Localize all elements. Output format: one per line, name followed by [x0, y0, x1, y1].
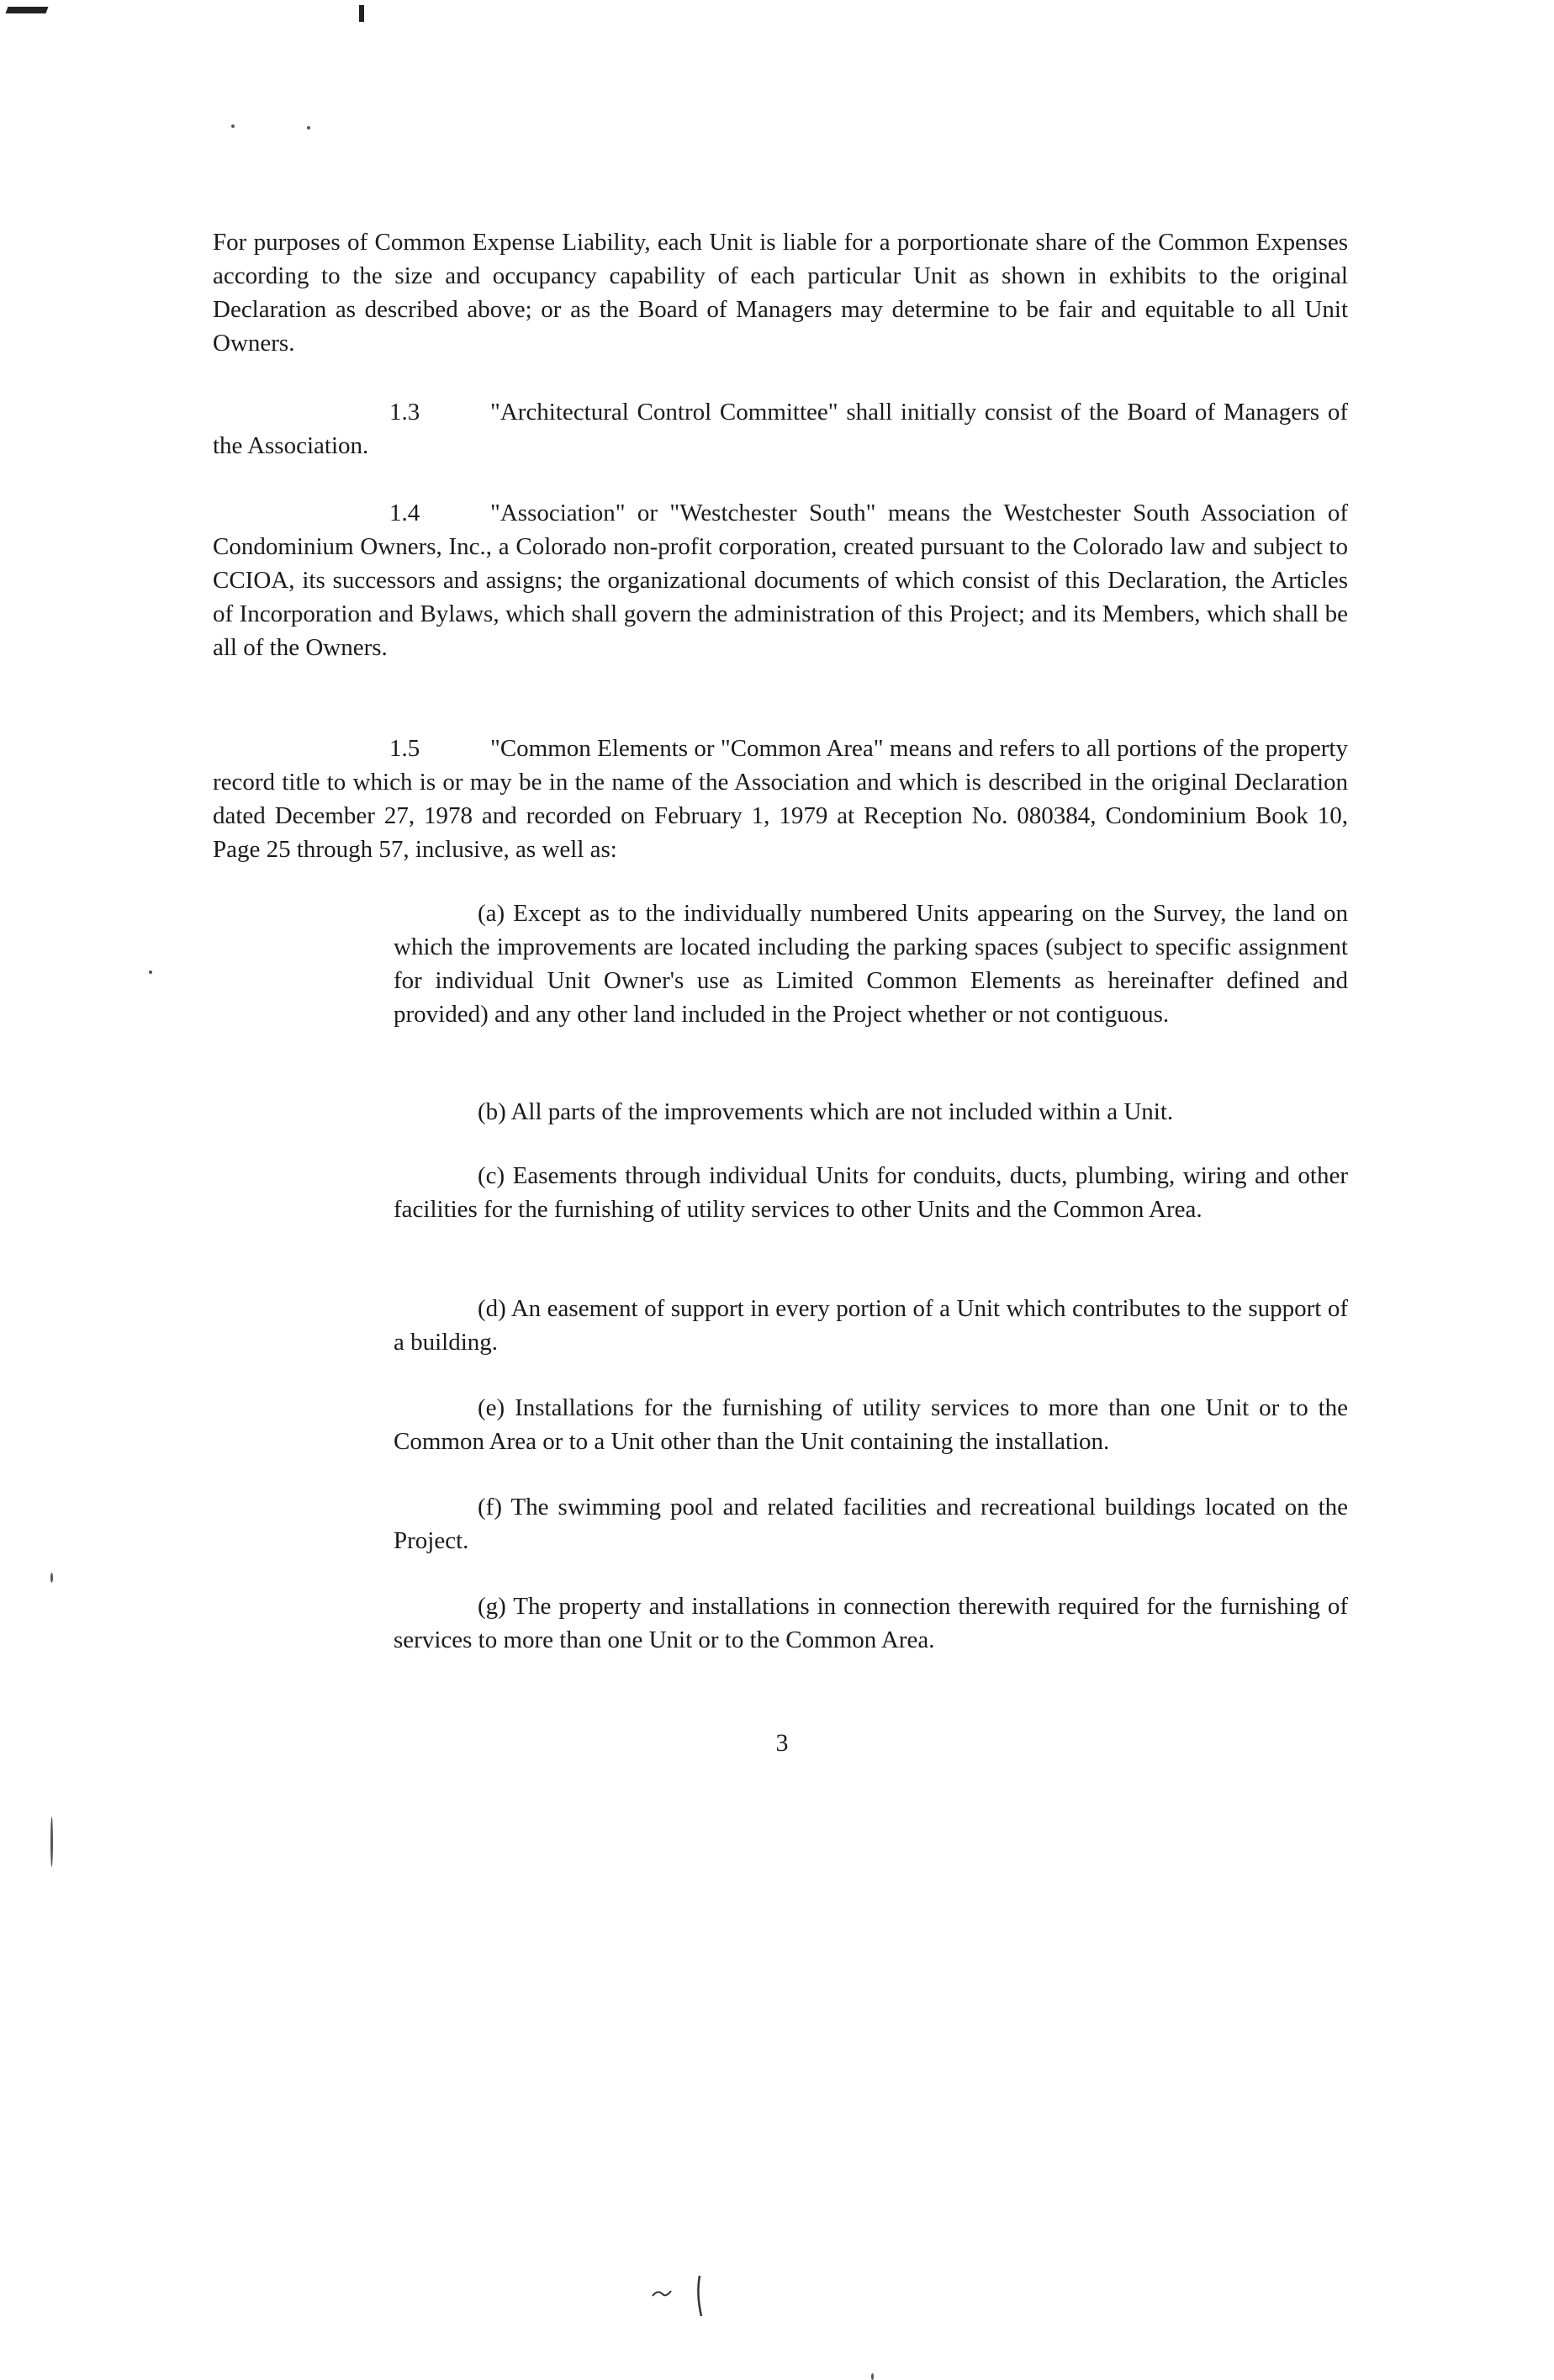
section-number: 1.4 [389, 500, 420, 526]
subitem-f [394, 1490, 1348, 1558]
subitem-label: (b) [478, 1098, 506, 1125]
scan-speck [231, 124, 235, 128]
scan-mark-top [359, 5, 364, 22]
subitem-c [394, 1159, 1348, 1226]
subitem-g [394, 1589, 1348, 1657]
section-text: "Common Elements or "Common Area" means and refers to all portions of the property record title to which is or may be in the name of the Association and which is described in the original Declaration dated December 27, 1978 and recorded on February 1, 1979 at Reception No. 080384, Condominium Book 10, Page 25 through 57, inclusive, as well as: [213, 735, 1348, 863]
subitem-text: The swimming pool and related facilities and recreational buildings located on the Project. [394, 1494, 1348, 1554]
subitem-label: (a) [478, 900, 505, 927]
section-number: 1.5 [389, 735, 420, 762]
handwritten-initial-mark [648, 2271, 715, 2321]
subitem-d [394, 1292, 1348, 1359]
subitem-label: (d) [478, 1295, 506, 1322]
subitem-label: (e) [478, 1394, 505, 1421]
section-text: "Association" or "Westchester South" means the Westchester South Association of Condominium Owners, Inc., a Colorado non-profit corporation, created pursuant to the Colorado law and subject to CCIOA, its successors and assigns; the organizational documents of which consist of this Declaration, the Articles of Incorporation and Bylaws, which shall govern the administration of this Project; and its Members, which shall be all of the Owners. [213, 500, 1348, 661]
subitem-text: All parts of the improvements which are not included within a Unit. [510, 1098, 1174, 1125]
subitem-b [394, 1095, 1348, 1129]
section-1-3 [213, 395, 1348, 463]
section-number: 1.3 [389, 399, 420, 426]
section-text: "Architectural Control Committee" shall initially consist of the Board of Managers of the Association. [213, 399, 1348, 459]
subitem-a [394, 896, 1348, 1031]
scan-mark-top-left [6, 7, 49, 13]
scan-speck [50, 1573, 53, 1583]
scan-speck [50, 1817, 53, 1867]
section-1-5 [213, 732, 1348, 866]
subitem-text: The property and installations in connection therewith required for the furnishing of services to more than one Unit or to the Common Area. [394, 1593, 1348, 1653]
subitem-label: (c) [478, 1162, 505, 1189]
scan-speck [149, 971, 152, 974]
subitem-text: Easements through individual Units for conduits, ducts, plumbing, wiring and other facilities for the furnishing of utility services to other Units and the Common Area. [394, 1162, 1348, 1223]
subitem-text: Installations for the furnishing of utility services to more than one Unit or to the Common Area or to a Unit other than the Unit containing the installation. [394, 1394, 1348, 1455]
subitem-text: An easement of support in every portion of a Unit which contributes to the support of a building. [394, 1295, 1348, 1356]
subitem-e [394, 1391, 1348, 1458]
scan-speck [307, 126, 310, 130]
subitem-label: (g) [478, 1593, 506, 1620]
subitem-label: (f) [478, 1494, 502, 1521]
section-1-4 [213, 496, 1348, 664]
page-number: 3 [775, 1729, 789, 1757]
scan-speck [871, 2373, 874, 2380]
intro-paragraph: For purposes of Common Expense Liability, each Unit is liable for a porportionate share of the Common Expenses according to the size and occupancy capability of each particular Unit as shown in exhibits to the original Declaration as described above; or as the Board of Managers may determine to be fair and equitable to all Unit Owners. [213, 229, 1348, 357]
subitem-text: Except as to the individually numbered Units appearing on the Survey, the land on which the improvements are located including the parking spaces (subject to specific assignment for individual Unit Owner's use as Limited Common Elements as hereinafter defined and provided) and any other land included in the Project whether or not contiguous. [394, 900, 1348, 1028]
